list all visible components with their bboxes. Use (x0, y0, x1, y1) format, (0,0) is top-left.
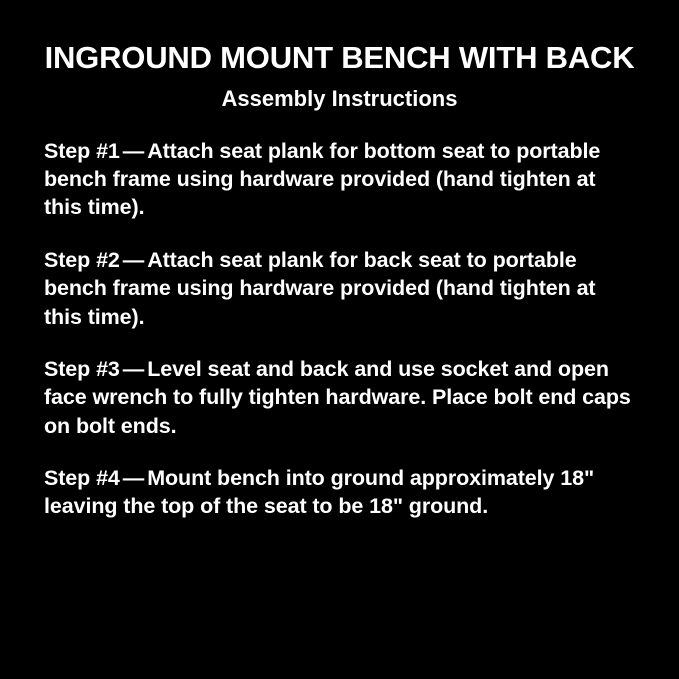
step-text: Attach seat plank for back seat to portable bench frame using hardware provided (hand tighten at this time). (44, 247, 596, 329)
steps-list (30, 137, 649, 521)
step-text: Mount bench into ground approximately 18" leaving the top of the seat to be 18" ground. (44, 466, 595, 519)
step-item (44, 464, 637, 521)
step-item (44, 246, 637, 331)
step-label: Step #4 (44, 466, 120, 491)
step-separator: — (122, 356, 145, 381)
step-item (44, 355, 637, 440)
step-separator: — (122, 247, 145, 272)
page-subtitle: Assembly Instructions (221, 85, 458, 111)
step-label: Step #2 (44, 247, 120, 272)
step-separator: — (122, 138, 145, 163)
step-separator: — (122, 466, 145, 491)
step-text: Attach seat plank for bottom seat to portable bench frame using hardware provided (hand tighten at this time). (44, 138, 601, 220)
step-label: Step #1 (44, 138, 120, 163)
step-text: Level seat and back and use socket and open face wrench to fully tighten hardware. Place bolt end caps on bolt ends. (44, 356, 631, 438)
step-label: Step #3 (44, 356, 120, 381)
page-title: INGROUND MOUNT BENCH WITH BACK (44, 40, 635, 75)
step-item (44, 137, 637, 222)
